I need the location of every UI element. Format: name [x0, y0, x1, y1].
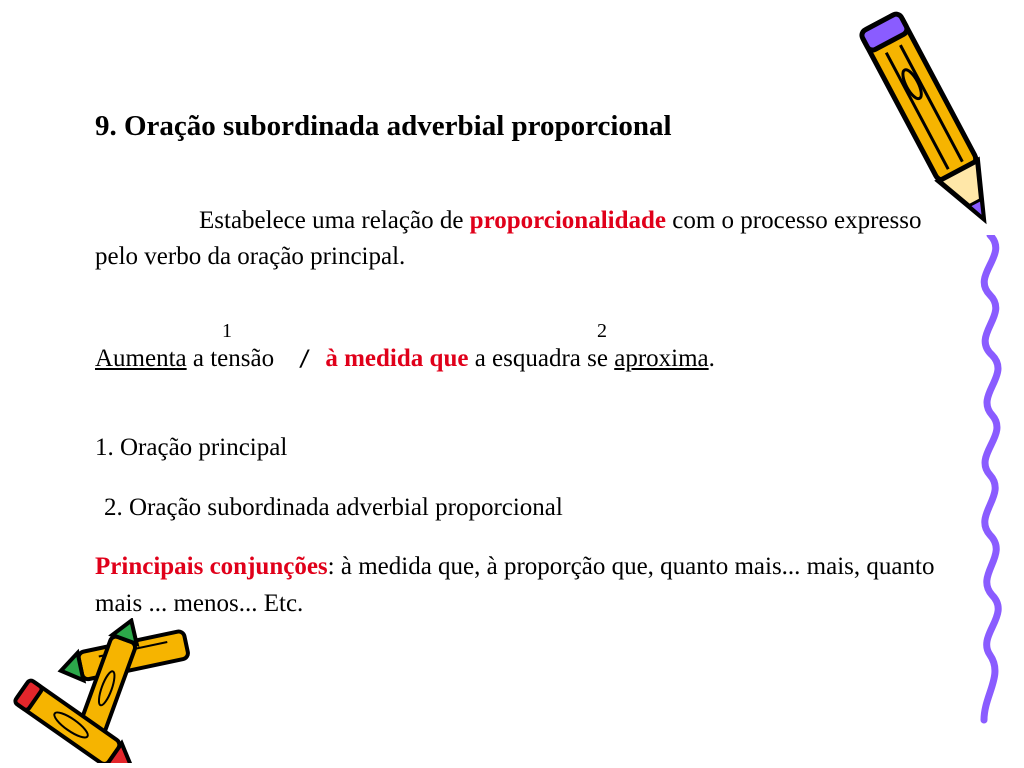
- example-sentence: [95, 345, 715, 373]
- crayons-icon: [0, 618, 205, 763]
- clause-marker-1: 1: [222, 320, 232, 342]
- example-text-2: a esquadra se: [474, 345, 608, 372]
- definition-paragraph: [95, 203, 945, 275]
- conjunctions-text: à medida que, à proporção que, quanto mais... mais, quanto mais ... menos... Etc.: [95, 553, 935, 617]
- squiggle-line: [960, 235, 1020, 725]
- list-item-main-clause: 1. Oração principal: [95, 434, 288, 461]
- example-verb-2: aproxima: [614, 345, 709, 372]
- definition-text-before: Estabelece uma relação de: [199, 207, 464, 234]
- definition-text-after: com o processo expresso pelo verbo da oração principal.: [95, 207, 922, 270]
- definition-highlight: proporcionalidade: [469, 207, 667, 234]
- list-item-subordinate-clause: 2. Oração subordinada adverbial proporcional: [104, 494, 563, 521]
- conjunctions-colon: :: [327, 553, 335, 580]
- example-end: .: [708, 345, 715, 372]
- pencil-icon: [855, 0, 1005, 245]
- conjunctions-label: Principais conjunções: [95, 553, 328, 580]
- example-separator: /: [298, 347, 312, 372]
- example-conjunction: à medida que: [325, 345, 469, 372]
- example-verb-1: Aumenta: [95, 345, 187, 372]
- clause-marker-2: 2: [597, 320, 607, 342]
- conjunctions-paragraph: [95, 548, 975, 622]
- slide-title: 9. Oração subordinada adverbial proporcional: [95, 110, 672, 142]
- example-text-1: a tensão: [192, 345, 275, 372]
